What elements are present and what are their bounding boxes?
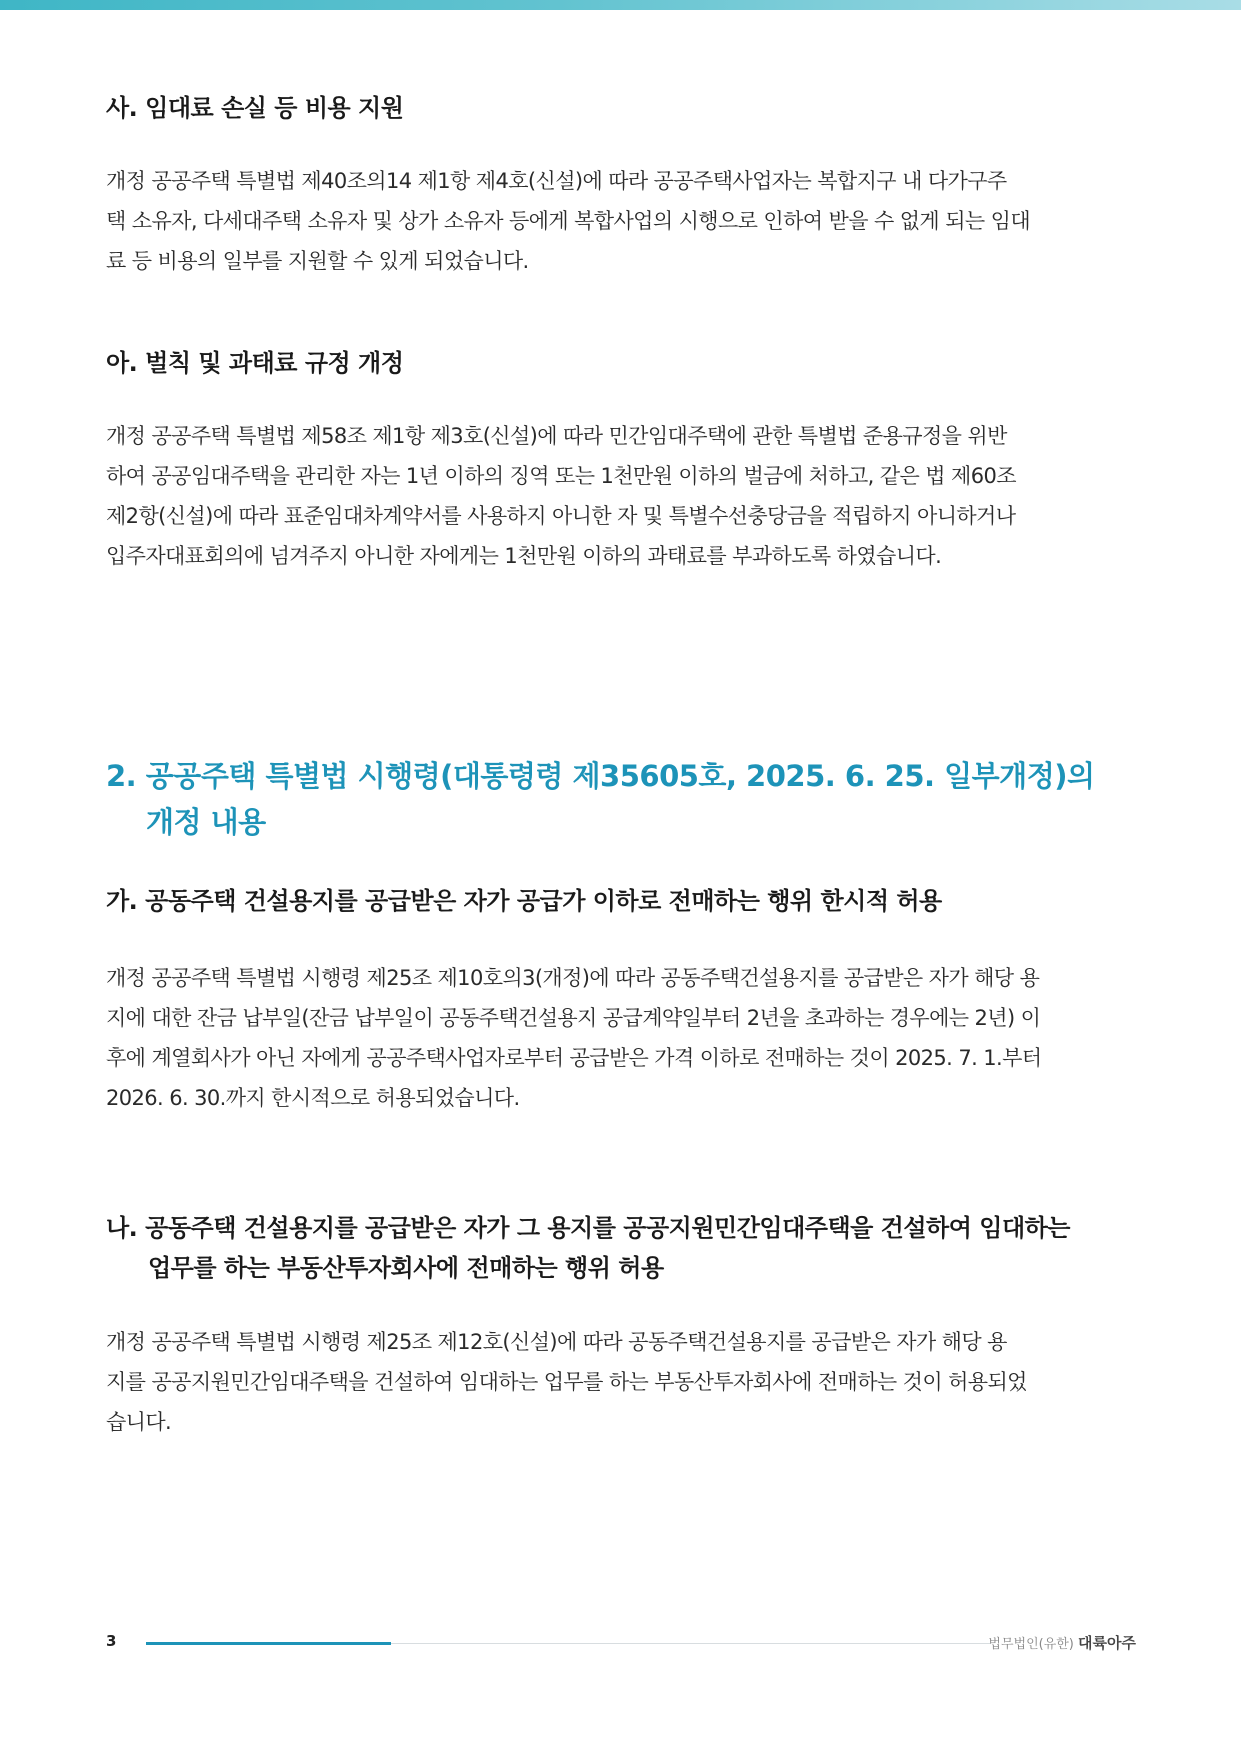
section-heading-na	[106, 1208, 1070, 1288]
chapter-title-line1: 2. 공공주택 특별법 시행령(대통령령 제35605호, 2025. 6. 25. 일부개정)의	[106, 759, 1095, 793]
body-line: 지에 대한 잔금 납부일(잔금 납부일이 공동주택건설용지 공급계약일부터 2년을 초과하는 경우에는 2년) 이	[106, 1006, 1041, 1030]
section-heading-sa: 사. 임대료 손실 등 비용 지원	[106, 94, 404, 122]
section-body-a	[106, 416, 1136, 576]
firm-brand: 대륙아주	[1078, 1634, 1136, 1652]
section-heading-na-line1: 나. 공동주택 건설용지를 공급받은 자가 그 용지를 공공지원민간임대주택을 건설하여 임대하는	[106, 1214, 1070, 1242]
chapter-title-line2: 개정 내용	[146, 805, 266, 839]
body-line: 택 소유자, 다세대주택 소유자 및 상가 소유자 등에게 복합사업의 시행으로 인하여 받을 수 없게 되는 임대	[106, 209, 1031, 233]
body-line: 료 등 비용의 일부를 지원할 수 있게 되었습니다.	[106, 249, 529, 273]
page-footer	[106, 1632, 1136, 1656]
body-line: 후에 계열회사가 아닌 자에게 공공주택사업자로부터 공급받은 가격 이하로 전매하는 것이 2025. 7. 1.부터	[106, 1046, 1042, 1070]
body-line: 개정 공공주택 특별법 시행령 제25조 제12호(신설)에 따라 공동주택건설용지를 공급받은 자가 해당 용	[106, 1330, 1007, 1354]
chapter-title	[106, 753, 1094, 845]
body-line: 입주자대표회의에 넘겨주지 아니한 자에게는 1천만원 이하의 과태료를 부과하도록 하였습니다.	[106, 544, 942, 568]
body-line: 제2항(신설)에 따라 표준임대차계약서를 사용하지 아니한 자 및 특별수선충당금을 적립하지 아니하거나	[106, 504, 1016, 528]
body-line: 하여 공공임대주택을 관리한 자는 1년 이하의 징역 또는 1천만원 이하의 벌금에 처하고, 같은 법 제60조	[106, 464, 1016, 488]
footer-rule-accent	[146, 1642, 391, 1645]
body-line: 개정 공공주택 특별법 제40조의14 제1항 제4호(신설)에 따라 공공주택사업자는 복합지구 내 다가구주	[106, 169, 1007, 193]
section-body-sa	[106, 161, 1136, 281]
firm-prefix: 법무법인(유한)	[988, 1637, 1074, 1652]
top-accent-bar	[0, 0, 1241, 10]
section-body-ga	[106, 958, 1136, 1118]
section-heading-ga: 가. 공동주택 건설용지를 공급받은 자가 공급가 이하로 전매하는 행위 한시적 허용	[106, 887, 942, 915]
body-line: 개정 공공주택 특별법 시행령 제25조 제10호의3(개정)에 따라 공동주택건설용지를 공급받은 자가 해당 용	[106, 966, 1040, 990]
section-heading-na-line2: 업무를 하는 부동산투자회사에 전매하는 행위 허용	[148, 1254, 664, 1282]
body-line: 습니다.	[106, 1410, 172, 1434]
page-number: 3	[106, 1632, 117, 1650]
body-line: 2026. 6. 30.까지 한시적으로 허용되었습니다.	[106, 1086, 520, 1110]
body-line: 개정 공공주택 특별법 제58조 제1항 제3호(신설)에 따라 민간임대주택에 관한 특별법 준용규정을 위반	[106, 424, 1007, 448]
section-body-na	[106, 1322, 1136, 1442]
section-heading-a: 아. 벌칙 및 과태료 규정 개정	[106, 349, 404, 377]
firm-name	[988, 1632, 1136, 1653]
body-line: 지를 공공지원민간임대주택을 건설하여 임대하는 업무를 하는 부동산투자회사에 전매하는 것이 허용되었	[106, 1370, 1027, 1394]
